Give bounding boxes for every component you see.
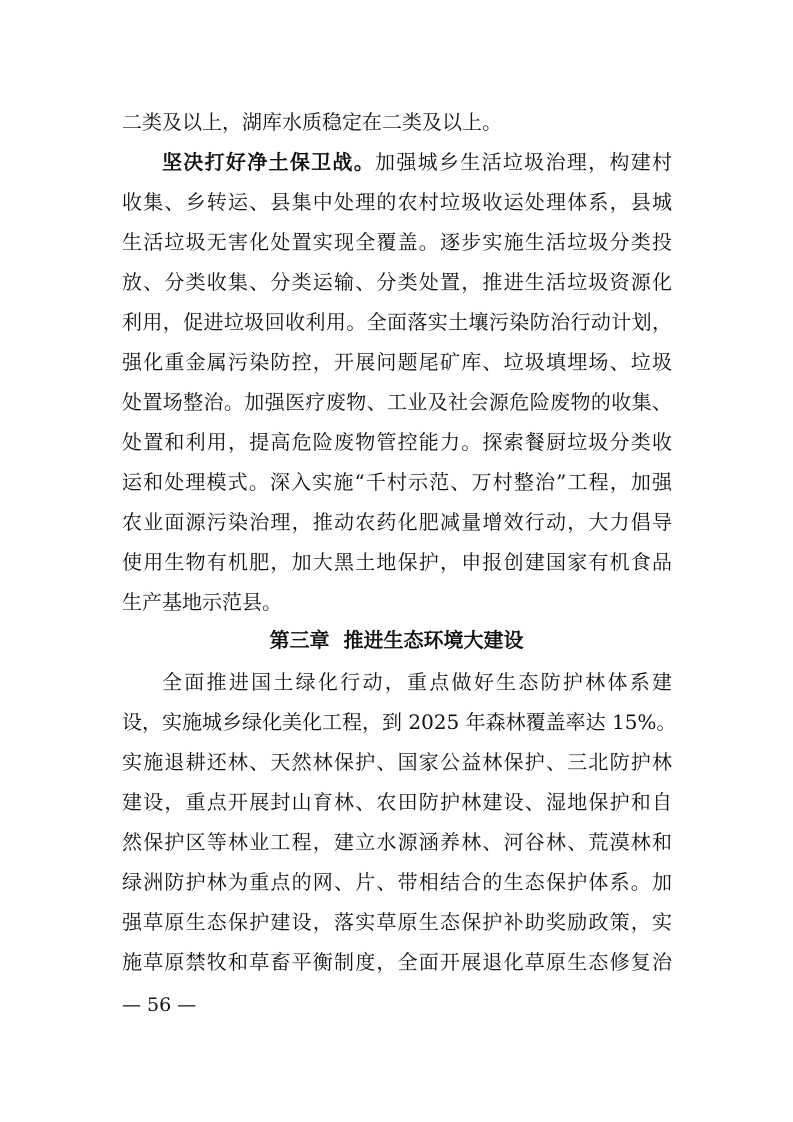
- body-text-line: 设，实施城乡绿化美化工程，到 2025 年森林覆盖率达 15%。: [122, 710, 677, 734]
- body-text-line: 强草原生态保护建设，落实草原生态保护补助奖励政策，实: [122, 910, 672, 934]
- lead-text: 加强城乡生活垃圾治理，构建村: [375, 150, 673, 174]
- body-text-line: 然保护区等林业工程，建立水源涵养林、河谷林、荒漠林和: [122, 830, 672, 854]
- body-text-line: 生产基地示范县。: [122, 590, 282, 614]
- body-text-line: 施草原禁牧和草畜平衡制度，全面开展退化草原生态修复治: [122, 950, 672, 974]
- body-text-line: 使用生物有机肥，加大黑土地保护，申报创建国家有机食品: [122, 550, 672, 574]
- body-text-line: 实施退耕还林、天然林保护、国家公益林保护、三北防护林: [122, 750, 672, 774]
- body-text-line: 强化重金属污染防控，开展问题尾矿库、垃圾填埋场、垃圾: [122, 350, 672, 374]
- body-text-line: 放、分类收集、分类运输、分类处置，推进生活垃圾资源化: [122, 270, 672, 294]
- body-text-line: 建设，重点开展封山育林、农田防护林建设、湿地保护和自: [122, 790, 672, 814]
- body-text-line: 处置和利用，提高危险废物管控能力。探索餐厨垃圾分类收: [122, 430, 672, 454]
- body-text-line: 全面推进国土绿化行动，重点做好生态防护林体系建: [162, 670, 672, 694]
- body-text-line: [162, 143, 672, 181]
- body-text-line: 二类及以上，湖库水质稳定在二类及以上。: [122, 110, 502, 134]
- bold-lead-phrase: 坚决打好净土保卫战。: [162, 150, 376, 174]
- body-text-line: 处置场整治。加强医疗废物、工业及社会源危险废物的收集、: [122, 390, 672, 414]
- body-text-line: 绿洲防护林为重点的网、片、带相结合的生态保护体系。加: [122, 870, 672, 894]
- chapter-heading: 第三章 推进生态环境大建设: [269, 628, 524, 652]
- body-text-line: 利用，促进垃圾回收利用。全面落实土壤污染防治行动计划，: [122, 310, 672, 334]
- body-text-line: 收集、乡转运、县集中处理的农村垃圾收运处理体系，县城: [122, 190, 672, 214]
- body-text-line: 运和处理模式。深入实施“千村示范、万村整治”工程，加强: [122, 470, 672, 494]
- page-number: — 56 —: [122, 994, 197, 1016]
- body-text-line: 生活垃圾无害化处置实现全覆盖。逐步实施生活垃圾分类投: [122, 230, 672, 254]
- body-text-line: 农业面源污染治理，推动农药化肥减量增效行动，大力倡导: [122, 510, 672, 534]
